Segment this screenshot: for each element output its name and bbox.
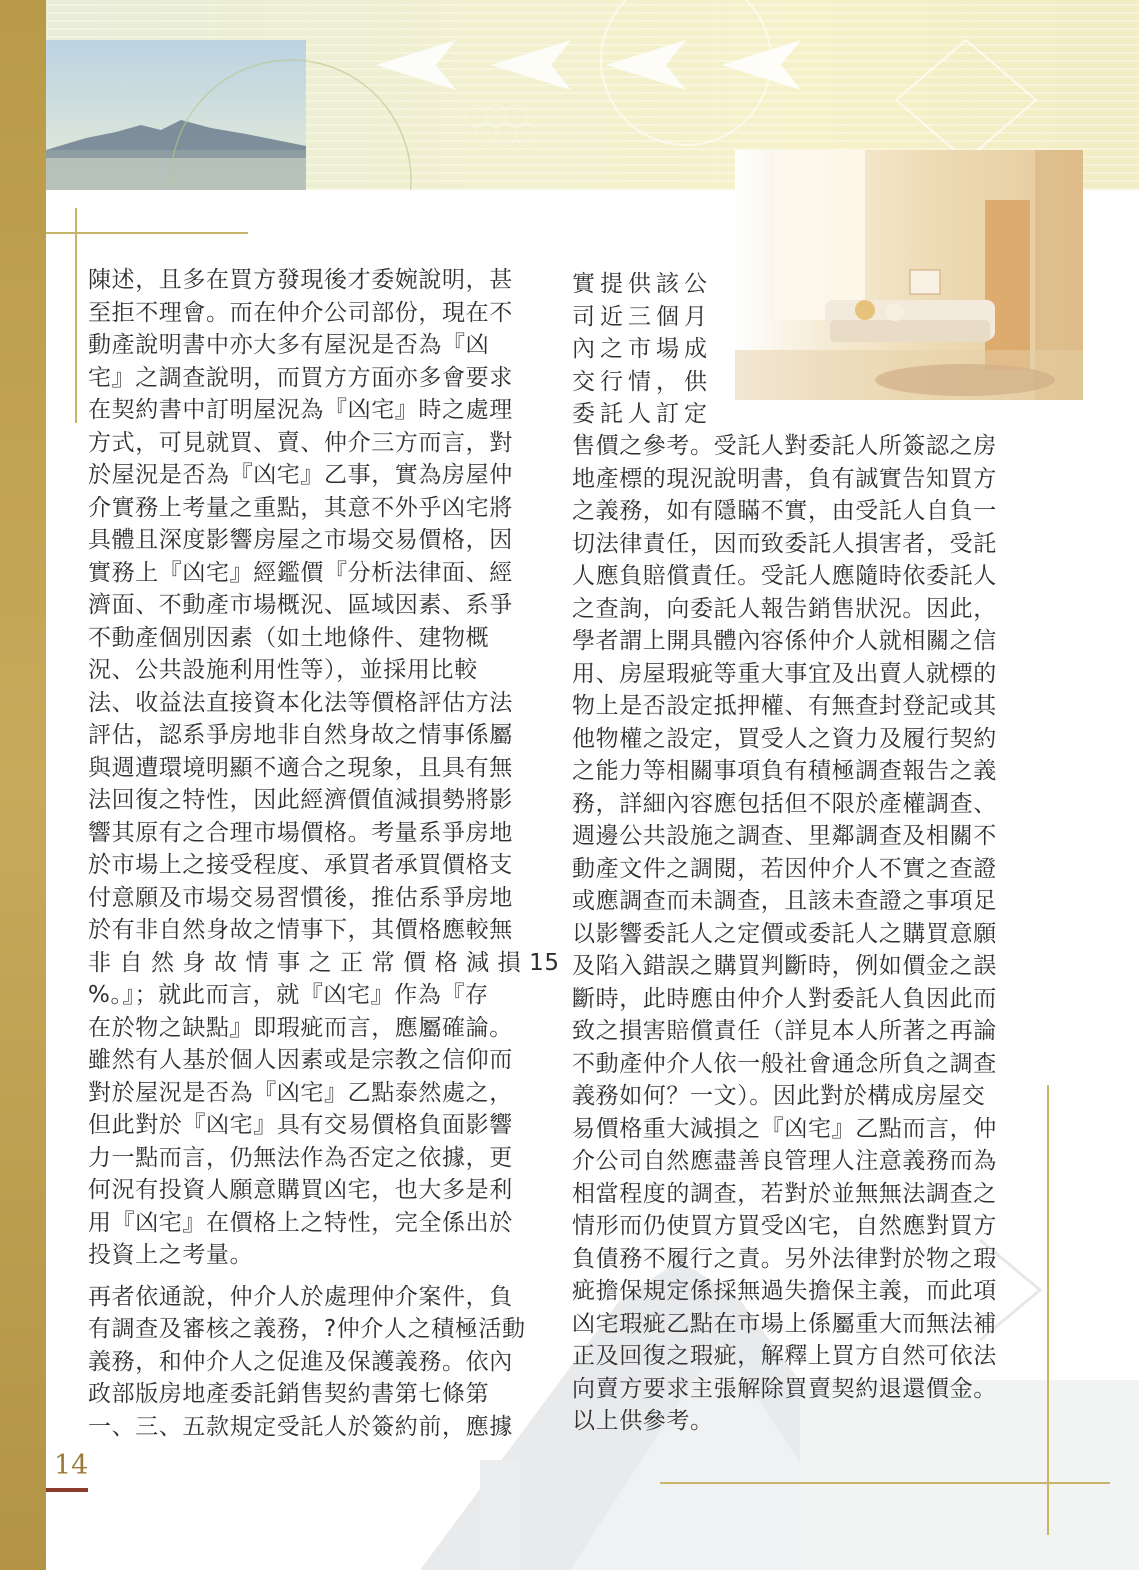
text-line: 於有非自然身故之情事下，其價格應較無 (88, 917, 513, 943)
text-line: 他物權之設定，買受人之資力及履行契約 (572, 725, 997, 752)
text-line: 以上供參考。 (572, 1408, 714, 1434)
gold-side-strip (0, 0, 46, 1570)
text-line: 委託人訂定 (572, 401, 712, 427)
page-number: 14 (54, 1450, 89, 1481)
text-line: 內之市場成 (572, 336, 712, 362)
decor-diamond (896, 40, 1036, 160)
text-line: 負債務不履行之責。另外法律對於物之瑕 (572, 1245, 997, 1272)
text-line: 於屋況是否為『凶宅』乙事，實為房屋仲 (88, 462, 513, 488)
right-vertical-rule (1047, 1085, 1049, 1535)
text-line: 或應調查而未調查，且該未查證之事項足 (572, 888, 997, 914)
text-line: 何況有投資人願意購買凶宅，也大多是利 (88, 1177, 513, 1203)
text-line: 之義務，如有隱瞞不實，由受託人自負一 (572, 498, 997, 524)
text-line: 務，詳細內容應包括但不限於產權調查、 (572, 790, 997, 817)
text-line: 之查詢，向委託人報告銷售狀況。因此， (572, 595, 997, 622)
text-line: 有調查及審核之義務，?仲介人之積極活動 (88, 1316, 526, 1342)
left-horizontal-rule (46, 232, 248, 234)
text-line: 交行情，供 (572, 368, 712, 395)
text-line: 正及回復之瑕疵，解釋上買方自然可依法 (572, 1343, 997, 1369)
text-line: 陳述，且多在買方發現後才委婉說明，甚 (88, 267, 513, 293)
text-line: 實提供該公 (572, 271, 712, 297)
right-horizontal-rule (660, 1482, 1110, 1484)
city-strip (46, 150, 306, 190)
text-line: 斷時，此時應由仲介人對委託人負因此而 (572, 985, 997, 1012)
text-line: 不動產個別因素（如土地條件、建物概 (88, 624, 490, 651)
text-line: 非 自 然 身 故 情 事 之 正 常 價 格 減 損 15 (88, 949, 560, 976)
text-line: 凶宅瑕疵乙點在市場上係屬重大而無法補 (572, 1310, 997, 1337)
text-line: 與週遭環境明顯不適合之現象，且具有無 (88, 754, 513, 781)
arrow-chevrons (376, 40, 801, 90)
text-line: 評估，認系爭房地非自然身故之情事係屬 (88, 722, 513, 748)
text-line: 於市場上之接受程度、承買者承買價格支 (88, 852, 513, 878)
text-line: 一、三、五款規定受託人於簽約前，應據 (88, 1413, 513, 1440)
text-line: 實務上『凶宅』經鑑價『分析法律面、經 (88, 559, 513, 586)
living-room-photo (735, 150, 1083, 400)
text-line: 情形而仍使買方買受凶宅，自然應對買方 (572, 1213, 997, 1239)
text-line: 以影響委託人之定價或委託人之購買意願 (572, 920, 997, 947)
text-line: 至拒不理會。而在仲介公司部份，現在不 (88, 299, 513, 326)
text-line: 物上是否設定抵押權、有無查封登記或其 (572, 693, 997, 719)
text-line: 介公司自然應盡善良管理人注意義務而為 (572, 1148, 997, 1174)
text-line: 義務，和仲介人之促進及保護義務。依內 (88, 1348, 513, 1375)
text-line: 及陷入錯誤之購買判斷時，例如價金之誤 (572, 953, 997, 979)
text-line: 投資上之考量。 (88, 1242, 254, 1268)
text-line: 介實務上考量之重點，其意不外乎凶宅將 (88, 494, 513, 521)
text-line: 用『凶宅』在價格上之特性，完全係出於 (88, 1209, 513, 1236)
text-line: 動產說明書中亦大多有屋況是否為『凶 (88, 332, 490, 358)
text-line: 義務如何？一文）。因此對於構成房屋交 (572, 1083, 986, 1109)
text-line: 易價格重大減損之『凶宅』乙點而言，仲 (572, 1115, 997, 1142)
text-line: 對於屋況是否為『凶宅』乙點泰然處之， (88, 1079, 513, 1106)
text-line: 動產文件之調閱，若因仲介人不實之查證 (572, 855, 997, 882)
text-line: 致之損害賠償責任（詳見本人所著之再論 (572, 1018, 997, 1044)
text-line: 司近三個月 (572, 303, 712, 330)
text-line: 不動產仲介人依一般社會通念所負之調查 (572, 1050, 997, 1077)
text-line: 政部版房地產委託銷售契約書第七條第 (88, 1381, 490, 1407)
text-line: 人應負賠償責任。受託人應隨時依委託人 (572, 563, 997, 589)
left-vertical-rule (75, 208, 77, 423)
text-line: 但此對於『凶宅』具有交易價格負面影響 (88, 1112, 513, 1138)
text-line: 切法律責任，因而致委託人損害者，受託 (572, 530, 997, 557)
text-line: 再者依通說，仲介人於處理仲介案件，負 (88, 1283, 513, 1310)
text-line: 地產標的現況說明書，負有誠實告知買方 (572, 465, 997, 492)
right-narrow-text (572, 268, 712, 431)
text-line: 用、房屋瑕疵等重大事宜及出賣人就標的 (572, 660, 997, 687)
honeycomb-pattern (466, 104, 536, 146)
text-line: 濟面、不動產市場概況、區域因素、系爭 (88, 592, 513, 618)
text-line: 具體且深度影響房屋之市場交易價格，因 (88, 527, 513, 553)
text-line: 方式，可見就買、賣、仲介三方而言，對 (88, 429, 513, 456)
right-text-column (572, 430, 997, 1438)
text-line: 在契約書中訂明屋況為『凶宅』時之處理 (88, 397, 513, 423)
text-line: 響其原有之合理市場價格。考量系爭房地 (88, 819, 513, 846)
text-line: 相當程度的調查，若對於並無無法調查之 (572, 1180, 997, 1207)
text-line: 宅』之調查說明，而買方方面亦多會要求 (88, 364, 513, 391)
text-line: 雖然有人基於個人因素或是宗教之信仰而 (88, 1047, 513, 1073)
text-line: %。』；就此而言，就『凶宅』作為『存 (88, 982, 489, 1008)
text-line: 學者謂上開具體內容係仲介人就相關之信 (572, 628, 997, 654)
text-line: 週邊公共設施之調查、里鄰調查及相關不 (572, 823, 997, 849)
text-line: 力一點而言，仍無法作為否定之依據，更 (88, 1144, 513, 1171)
text-line: 之能力等相關事項負有積極調查報告之義 (572, 758, 997, 784)
page-number-underline (46, 1488, 88, 1492)
text-line: 在於物之缺點』即瑕疵而言，應屬確論。 (88, 1014, 513, 1041)
text-line: 法、收益法直接資本化法等價格評估方法 (88, 689, 513, 716)
text-line: 況、公共設施利用性等），並採用比較 (88, 657, 478, 683)
text-line: 法回復之特性，因此經濟價值減損勢將影 (88, 787, 513, 813)
text-line: 向賣方要求主張解除買賣契約退還價金。 (572, 1375, 997, 1402)
text-line: 付意願及市場交易習慣後，推估系爭房地 (88, 884, 513, 911)
text-line: 疵擔保規定係採無過失擔保主義，而此項 (572, 1278, 997, 1304)
text-line: 售價之參考。受託人對委託人所簽認之房 (572, 433, 997, 459)
left-text-column (88, 264, 560, 1443)
